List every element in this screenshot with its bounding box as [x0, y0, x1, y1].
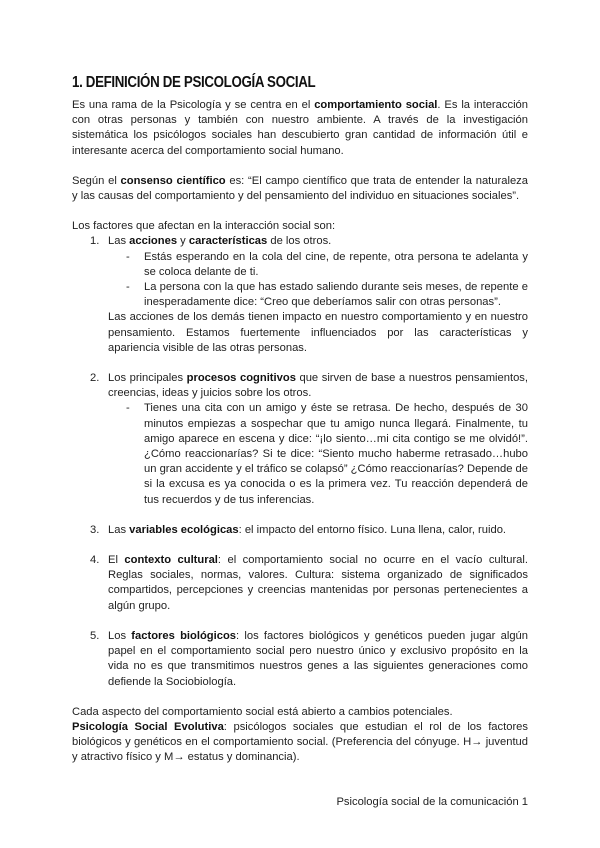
evolutiva-text: : psicólogos sociales que estudian el rol de los factores biológicos y genéticos en el comportamiento social. (Preferencia del cónyuge. H→ juventud y atractivo físico y M→ estatus y dominancia). — [72, 720, 528, 764]
factor-text: Las — [108, 523, 130, 536]
factor-text: de los otros. — [267, 235, 332, 248]
factor-item-2 — [72, 371, 528, 508]
consensus-paragraph — [72, 174, 528, 204]
example-text: La persona con la que has estado saliendo durante seis meses, de repente e inesperadamente dice: “Creo que deberíamos salir con otras personas”. — [144, 281, 528, 309]
list-number: 5. — [90, 629, 100, 642]
list-number: 2. — [90, 372, 100, 385]
closing-sentence: Cada aspecto del comportamiento social está abierto a cambios potenciales. — [72, 705, 453, 718]
factor-item-3 — [72, 523, 528, 538]
page-footer: Psicología social de la comunicación 1 — [336, 796, 528, 808]
intro-text: Es una rama de la Psicología y se centra en el — [72, 99, 315, 111]
factor-text: que sirven de base a nuestros pensamientos, creencias, ideas y juicios sobre los otros. — [108, 372, 529, 400]
list-number: 4. — [90, 554, 100, 567]
example-item — [108, 401, 528, 507]
evolutiva-bold-term: Psicología Social Evolutiva — [72, 720, 224, 733]
factor-text: : el comportamiento social no ocurre en el vacío cultural. Reglas sociales, normas, valores. Cultura: sistema organizado de significados compartidos, percepciones y creencias mantenidas por personas pertenecientes a algún grupo. — [108, 554, 528, 612]
factor-bold-term: factores biológicos — [131, 629, 237, 642]
factor-item-1 — [72, 234, 528, 356]
intro-paragraph — [72, 98, 528, 159]
factor-bold-term: características — [188, 235, 268, 248]
factor-explanation: Las acciones de los demás tienen impacto en nuestro comportamiento y en nuestro pensamiento. Estamos fuertemente influenciados por las características y apariencia visible de las otras personas. — [108, 311, 528, 354]
consensus-text-cont: es: “El campo científico que trata de entender la naturaleza y las causas del comportamiento y del pensamiento del individuo en situaciones sociales”. — [72, 174, 528, 203]
example-text: Estás esperando en la cola del cine, de repente, otra persona te adelanta y se coloca delante de ti. — [144, 250, 528, 278]
factor-text: : el impacto del entorno físico. Luna llena, calor, ruido. — [238, 523, 507, 536]
intro-text-cont: . Es la interacción con otras personas y también con nuestro ambiente. A través de la investigación sistemática los psicólogos sociales han descubierto gran cantidad de información útil e interesante acerca del comportamiento social humano. — [72, 99, 528, 157]
factor-text: Los principales — [108, 372, 187, 385]
list-number: 3. — [90, 523, 100, 536]
factor-bold-term: variables ecológicas — [129, 523, 239, 536]
example-item — [108, 280, 528, 310]
consensus-text: Según el — [72, 174, 121, 187]
example-list — [108, 401, 528, 507]
example-text: Tienes una cita con un amigo y éste se retrasa. De hecho, después de 30 minutos empiezas a sospechar que tu amigo nunca llegará. Finalmente, tu amigo aparece en escena y dice: “¡lo siento…mi cita contigo se me olvidó!”. ¿Cómo reaccionarías? Si te dice: “Siento mucho haberme retrasado…hubo un gran accidente y el tráfico se colapsó” ¿Cómo reaccionarías? Depende de si la excusa es ya conocida o es la primera vez. Tu reacción dependerá de tus recuerdos y de tus inferencias. — [144, 402, 528, 506]
intro-bold-term: comportamiento social — [314, 99, 438, 111]
factor-text: Los — [108, 629, 132, 642]
factor-bold-term: acciones — [129, 235, 178, 248]
example-item — [108, 250, 528, 280]
factor-bold-term: procesos cognitivos — [186, 372, 296, 385]
dash-bullet: - — [126, 281, 130, 294]
factor-bold-term: contexto cultural — [124, 554, 218, 567]
factor-text: Las — [108, 235, 130, 248]
evolutiva-paragraph — [72, 720, 528, 766]
dash-bullet: - — [126, 402, 130, 415]
section-heading: 1. DEFINICIÓN DE PSICOLOGÍA SOCIAL — [72, 74, 316, 91]
consensus-bold-term: consenso científico — [120, 174, 226, 187]
factors-list — [72, 234, 528, 689]
list-number: 1. — [90, 235, 100, 248]
factors-intro: Los factores que afectan en la interacción social son: — [72, 220, 336, 233]
factor-text: y — [177, 235, 189, 248]
factor-item-4 — [72, 553, 528, 614]
factor-item-5 — [72, 629, 528, 690]
factor-text: El — [108, 554, 125, 567]
factor-text: : los factores biológicos y genéticos pueden jugar algún papel en el comportamiento social pero nuestro único y exclusivo propósito en la vida no es que transmitimos nuestros genes a las siguientes generaciones como defiende la Sociobiología. — [108, 629, 528, 688]
document-page — [72, 74, 528, 766]
example-list — [108, 250, 528, 311]
dash-bullet: - — [126, 250, 130, 263]
